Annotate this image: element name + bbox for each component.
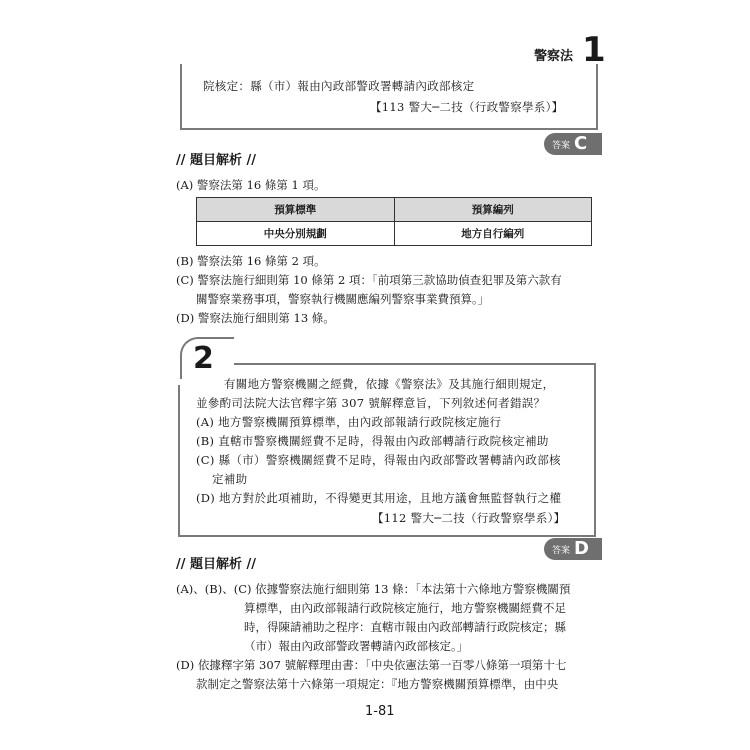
- chapter-number: 1: [582, 30, 606, 70]
- analysis-2-line-6: 款制定之警察法第十六條第一項規定：『地方警察機關預算標準，由中央: [196, 677, 559, 691]
- question-2-stem-2: 並參酌司法院大法官釋字第 307 號解釋意旨，下列敘述何者錯誤？: [196, 396, 546, 410]
- analysis-2-line-1: (A)、(B)、(C) 依據警察法施行細則第 13 條：「本法第十六條地方警察機關預: [176, 582, 571, 596]
- question-2-stem-1: 有關地方警察機關之經費，依據《警察法》及其施行細則規定，: [224, 377, 555, 391]
- analysis-1-line-d: (D) 警察法施行細則第 13 條。: [176, 311, 335, 325]
- answer-tab-1: [544, 133, 602, 155]
- answer-letter: D: [574, 538, 589, 559]
- table-header-cell: 預算標準: [197, 198, 395, 222]
- answer-label: 答案: [552, 141, 571, 151]
- analysis-1-line-b: (B) 警察法第 16 條第 2 項。: [176, 254, 326, 268]
- analysis-1-line-a: (A) 警察法第 16 條第 1 項。: [176, 178, 326, 192]
- table-row: [197, 222, 592, 246]
- analysis-2-line-4: （市）報由內政部警政署轉請內政部核定。」: [244, 639, 469, 653]
- table-cell: 中央分別規劃: [197, 222, 395, 246]
- page-number: 1-81: [365, 704, 395, 719]
- question-2-source: 【112 警大─二技（行政警察學系）】: [372, 511, 566, 525]
- table-cell: 地方自行編列: [394, 222, 592, 246]
- question-2-option-b: (B) 直轄市警察機關經費不足時，得報由內政部轉請行政院核定補助: [196, 434, 549, 448]
- question-2-option-a: (A) 地方警察機關預算標準，由內政部報請行政院核定施行: [196, 415, 502, 429]
- question-1-option-line: 院核定：縣（市）報由內政部警政署轉請內政部核定: [203, 79, 475, 93]
- question-1-source: 【113 警大─二技（行政警察學系）】: [370, 100, 564, 114]
- question-2-option-c-cont: 定補助: [212, 472, 248, 486]
- question-1-box: [180, 64, 598, 130]
- chapter-title: 警察法: [534, 49, 574, 64]
- question-2-option-c: (C) 縣（市）警察機關經費不足時，得報由內政部警政署轉請內政部核: [196, 453, 561, 467]
- analysis-heading-2: // 題目解析 //: [176, 557, 257, 572]
- answer-tab-2: [544, 538, 602, 560]
- question-2-option-d: (D) 地方對於此項補助，不得變更其用途，且地方議會無監督執行之權: [196, 491, 562, 505]
- table-header-row: [197, 198, 592, 222]
- budget-table: [196, 197, 592, 246]
- analysis-heading-1: // 題目解析 //: [176, 153, 257, 168]
- analysis-2-line-5: (D) 依據釋字第 307 號解釋理由書：「中央依憲法第一百零八條第一項第十七: [176, 658, 567, 672]
- analysis-2-line-2: 算標準，由內政部報請行政院核定施行，地方警察機關經費不足: [244, 601, 566, 615]
- answer-letter: C: [574, 133, 588, 154]
- table-header-cell: 預算編列: [394, 198, 592, 222]
- analysis-1-line-c2: 關警察業務事項，警察執行機關應編列警察事業費預算。」: [196, 292, 490, 306]
- answer-label: 答案: [552, 546, 571, 556]
- question-number: 2: [193, 341, 214, 376]
- analysis-1-line-c1: (C) 警察法施行細則第 10 條第 2 項：「前項第三款協助偵查犯罪及第六款有: [176, 273, 562, 287]
- analysis-2-line-3: 時，得陳請補助之程序：直轄市報由內政部轉請行政院核定；縣: [244, 620, 566, 634]
